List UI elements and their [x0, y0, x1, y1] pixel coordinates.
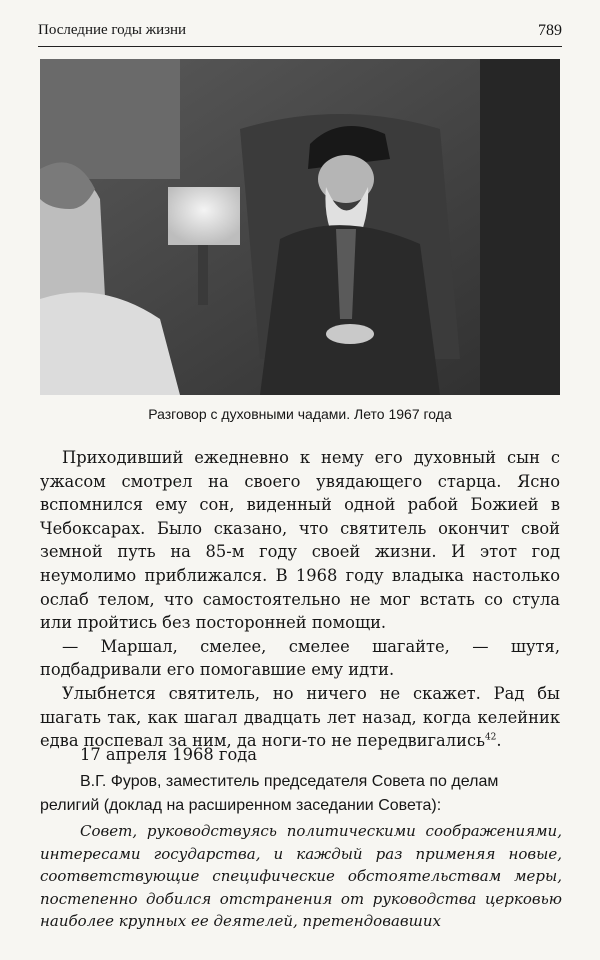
running-header — [38, 20, 562, 47]
paragraph: Приходивший ежедневно к нему его духовный сын с ужасом смотрел на своего увядающего старца. Ясно вспомнился ему сон, виденный одной рабой Божией в Чебоксарах. Было сказано, что святитель окончит свой земной путь на 85-м году своей жизни. И этот год неумолимо приближался. В 1968 году владыка настолько ослаб телом, что самостоятельно не мог встать со стула или пройтись без посторонней помощи. — [40, 448, 560, 633]
archival-photo — [40, 59, 560, 395]
photo-illustration — [40, 59, 560, 395]
paragraph-end: . — [496, 731, 502, 751]
chapter-title: Последние годы жизни — [38, 22, 187, 38]
main-text — [40, 446, 560, 753]
paragraph — [40, 682, 560, 753]
photo-caption: Разговор с духовными чадами. Лето 1967 года — [148, 406, 452, 422]
section-date: 17 апреля 1968 года — [80, 745, 257, 764]
speaker-line: В.Г. Фуров, заместитель председателя Совета по делам религий (доклад на расширенном заседании Совета): — [40, 773, 499, 814]
footnote-reference: 42 — [484, 732, 497, 743]
paragraph-text: Улыбнется святитель, но ничего не скажет. Рад бы шагать так, как шагал двадцать лет назад, когда келейник едва поспевал за ним, да ноги-то не передвигались — [40, 683, 560, 751]
page-number: 789 — [538, 22, 562, 39]
quote-text: Совет, руководствуясь политическими соображениями, интересами государства, и каждый раз применяя новые, соответствующие специфические обстоятельствам меры, постепенно добился отстранения от руководства церковью наиболее крупных ее деятелей, претендовавших — [40, 822, 562, 931]
quoted-report — [40, 820, 562, 933]
paragraph: — Маршал, смелее, смелее шагайте, — шутя, подбадривали его помогавшие ему идти. — [40, 636, 560, 680]
speaker-intro — [40, 770, 562, 818]
